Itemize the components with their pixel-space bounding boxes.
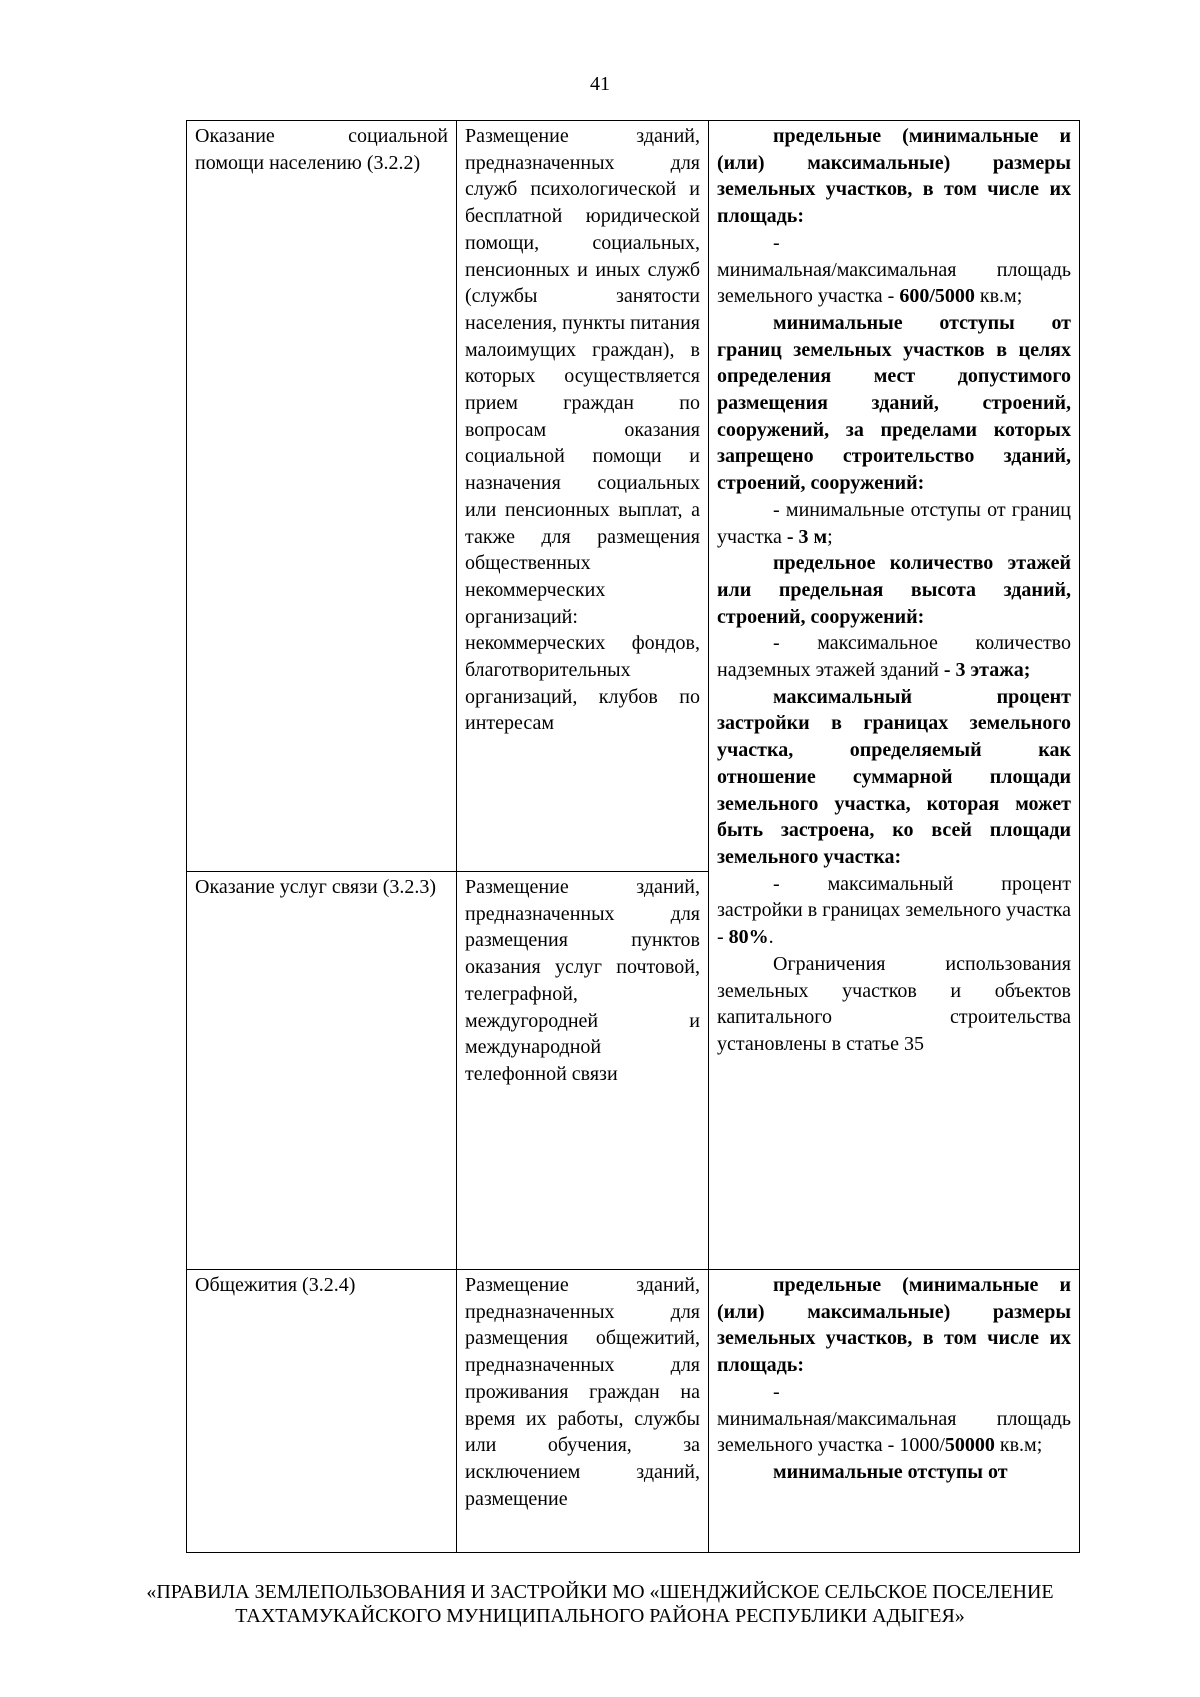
area-text: минимальная/максимальная площадь земельного участка - (717, 258, 1071, 308)
use-name-cell (187, 121, 457, 872)
footer-line-2: ТАХТАМУКАЙСКОГО МУНИЦИПАЛЬНОГО РАЙОНА РЕСПУБЛИКИ АДЫГЕЯ» (235, 1605, 965, 1627)
size-heading: предельные (минимальные и (или) максимальные) размеры земельных участков, в том числе их площадь: (717, 1274, 1071, 1377)
setback-heading: минимальные отступы от границ земельных участков в целях определения мест допустимого размещения зданий, строений, сооружений, за пределами которых запрещено строительство зданий, строений, сооружений: (717, 311, 1071, 495)
setback-text: - минимальные отступы от границ участка (717, 498, 1071, 548)
use-name-cell (187, 872, 457, 1270)
area-min: 1000/ (899, 1434, 945, 1457)
floors-heading: предельное количество этажей или предельная высота зданий, строений, сооружений: (717, 552, 1071, 628)
use-name: Оказание услуг связи (3.2.3) (195, 876, 437, 898)
use-description-cell (457, 121, 709, 872)
document-footer (100, 1580, 1100, 1628)
dash: - (773, 1380, 780, 1403)
coverage-value: 80% (728, 926, 769, 949)
use-description-cell (457, 1270, 709, 1553)
floors-text: - максимальное количество надземных этажей зданий (717, 632, 1071, 682)
coverage-text: - максимальный процент застройки в границах земельного участка - (717, 872, 1071, 949)
use-name: Оказание социальной помощи населению (3.2.2) (195, 125, 448, 174)
area-line (717, 1406, 1071, 1459)
area-text: минимальная/максимальная площадь земельного участка - (717, 1407, 1071, 1457)
land-use-table (186, 120, 1080, 1553)
setback-line (717, 497, 1071, 550)
coverage-end: . (768, 926, 774, 949)
coverage-line (717, 871, 1071, 951)
use-name-cell (187, 1270, 457, 1553)
dash: - (773, 231, 780, 254)
area-unit: кв.м; (999, 1434, 1043, 1457)
floors-value: - 3 этажа; (943, 659, 1031, 682)
setback-heading: минимальные отступы от (773, 1460, 1008, 1483)
use-description: Размещение зданий, предназначенных для служб психологической и бесплатной юридической помощи, социальных, пенсионных и иных служб (службы занятости населения, пункты питания малоимущих граждан), в которых осуществляется прием граждан по вопросам оказания социальной помощи и назначения социальных или пенсионных выплат, а также для размещения общественных некоммерческих организаций: некоммерческих фондов, благотворительных организаций, клубов по интересам (465, 125, 700, 735)
coverage-heading: максимальный процент застройки в границах земельного участка, определяемый как отношение суммарной площади земельного участка, которая может быть застроена, ко всей площади земельного участка: (717, 685, 1071, 868)
area-line (717, 257, 1071, 310)
setback-value: - 3 м (786, 525, 828, 548)
use-description-cell (457, 872, 709, 1270)
size-heading: предельные (минимальные и (или) максимальные) размеры земельных участков, в том числе их площадь: (717, 125, 1071, 228)
use-description: Размещение зданий, предназначенных для размещения общежитий, предназначенных для проживания граждан на время их работы, службы или обучения, за исключением зданий, размещение (465, 1274, 700, 1510)
restrictions-text: Ограничения использования земельных участков и объектов капитального строительства установлены в статье 35 (717, 952, 1071, 1055)
area-max: 50000 (944, 1434, 995, 1457)
table-row (187, 121, 1080, 872)
footer-line-1: «ПРАВИЛА ЗЕМЛЕПОЛЬЗОВАНИЯ И ЗАСТРОЙКИ МО «ШЕНДЖИЙСКОЕ СЕЛЬСКОЕ ПОСЕЛЕНИЕ (146, 1581, 1054, 1603)
use-description: Размещение зданий, предназначенных для размещения пунктов оказания услуг почтовой, телеграфной, междугородней и международной телефонной связи (465, 876, 700, 1085)
use-name: Общежития (3.2.4) (195, 1274, 356, 1296)
page-number: 41 (590, 73, 610, 95)
area-value: 600/5000 (899, 285, 975, 308)
area-unit: кв.м; (979, 285, 1023, 308)
table-row (187, 1270, 1080, 1553)
floors-line (717, 630, 1071, 683)
parameters-cell (709, 121, 1080, 1270)
setback-end: ; (827, 525, 833, 548)
parameters-cell (709, 1270, 1080, 1553)
